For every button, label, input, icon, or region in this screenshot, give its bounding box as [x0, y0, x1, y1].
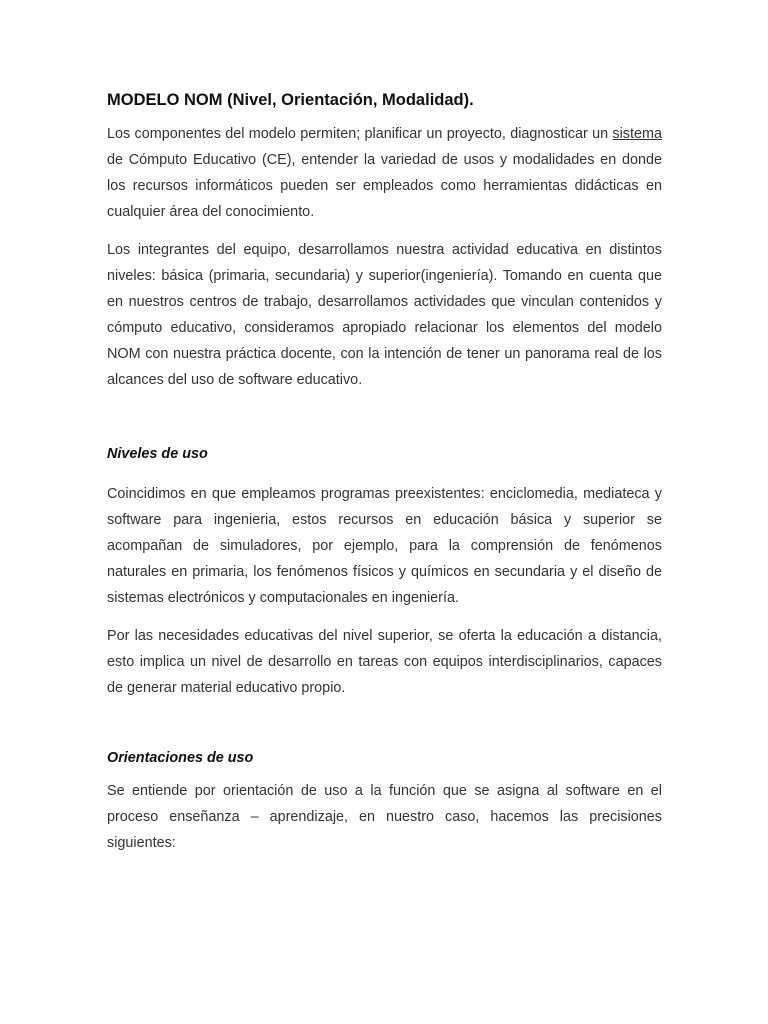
niveles-paragraph-1: Coincidimos en que empleamos programas preexistentes: enciclomedia, mediateca y software para ingenieria, estos recursos en educación básica y superior se acompañan de simuladores, por ejemplo, para la comprensión de fenómenos naturales en primaria, los fenómenos físicos y químicos en secundaria y el diseño de sistemas electrónicos y computacionales en ingeniería. [107, 486, 662, 606]
intro-paragraph-1-text-end: de Cómputo Educativo (CE), entender la variedad de usos y modalidades en donde los recursos informáticos pueden ser empleados como herramientas didácticas en cualquier área del conocimiento. [107, 152, 662, 220]
intro-paragraph-2: Los integrantes del equipo, desarrollamos nuestra actividad educativa en distintos niveles: básica (primaria, secundaria) y superior(ingeniería). Tomando en cuenta que en nuestros centros de trabajo, desarrollamos actividades que vinculan contenidos y cómputo educativo, consideramos apropiado relacionar los elementos del modelo NOM con nuestra práctica docente, con la intención de tener un panorama real de los alcances del uso de software educativo. [107, 242, 662, 388]
intro-paragraph-1 [107, 121, 662, 225]
section-heading-niveles: Niveles de uso [107, 446, 208, 462]
sistema-link[interactable]: sistema [612, 126, 662, 142]
orientaciones-paragraph-1: Se entiende por orientación de uso a la función que se asigna al software en el proceso enseñanza – aprendizaje, en nuestro caso, hacemos las precisiones siguientes: [107, 783, 662, 851]
niveles-paragraph-2: Por las necesidades educativas del nivel superior, se oferta la educación a distancia, esto implica un nivel de desarrollo en tareas con equipos interdisciplinarios, capaces de generar material educativo propio. [107, 628, 662, 696]
section-heading-orientaciones: Orientaciones de uso [107, 750, 254, 766]
document-title: MODELO NOM (Nivel, Orientación, Modalidad). [107, 91, 474, 109]
intro-paragraph-1-text-start: Los componentes del modelo permiten; planificar un proyecto, diagnosticar un [107, 126, 613, 142]
